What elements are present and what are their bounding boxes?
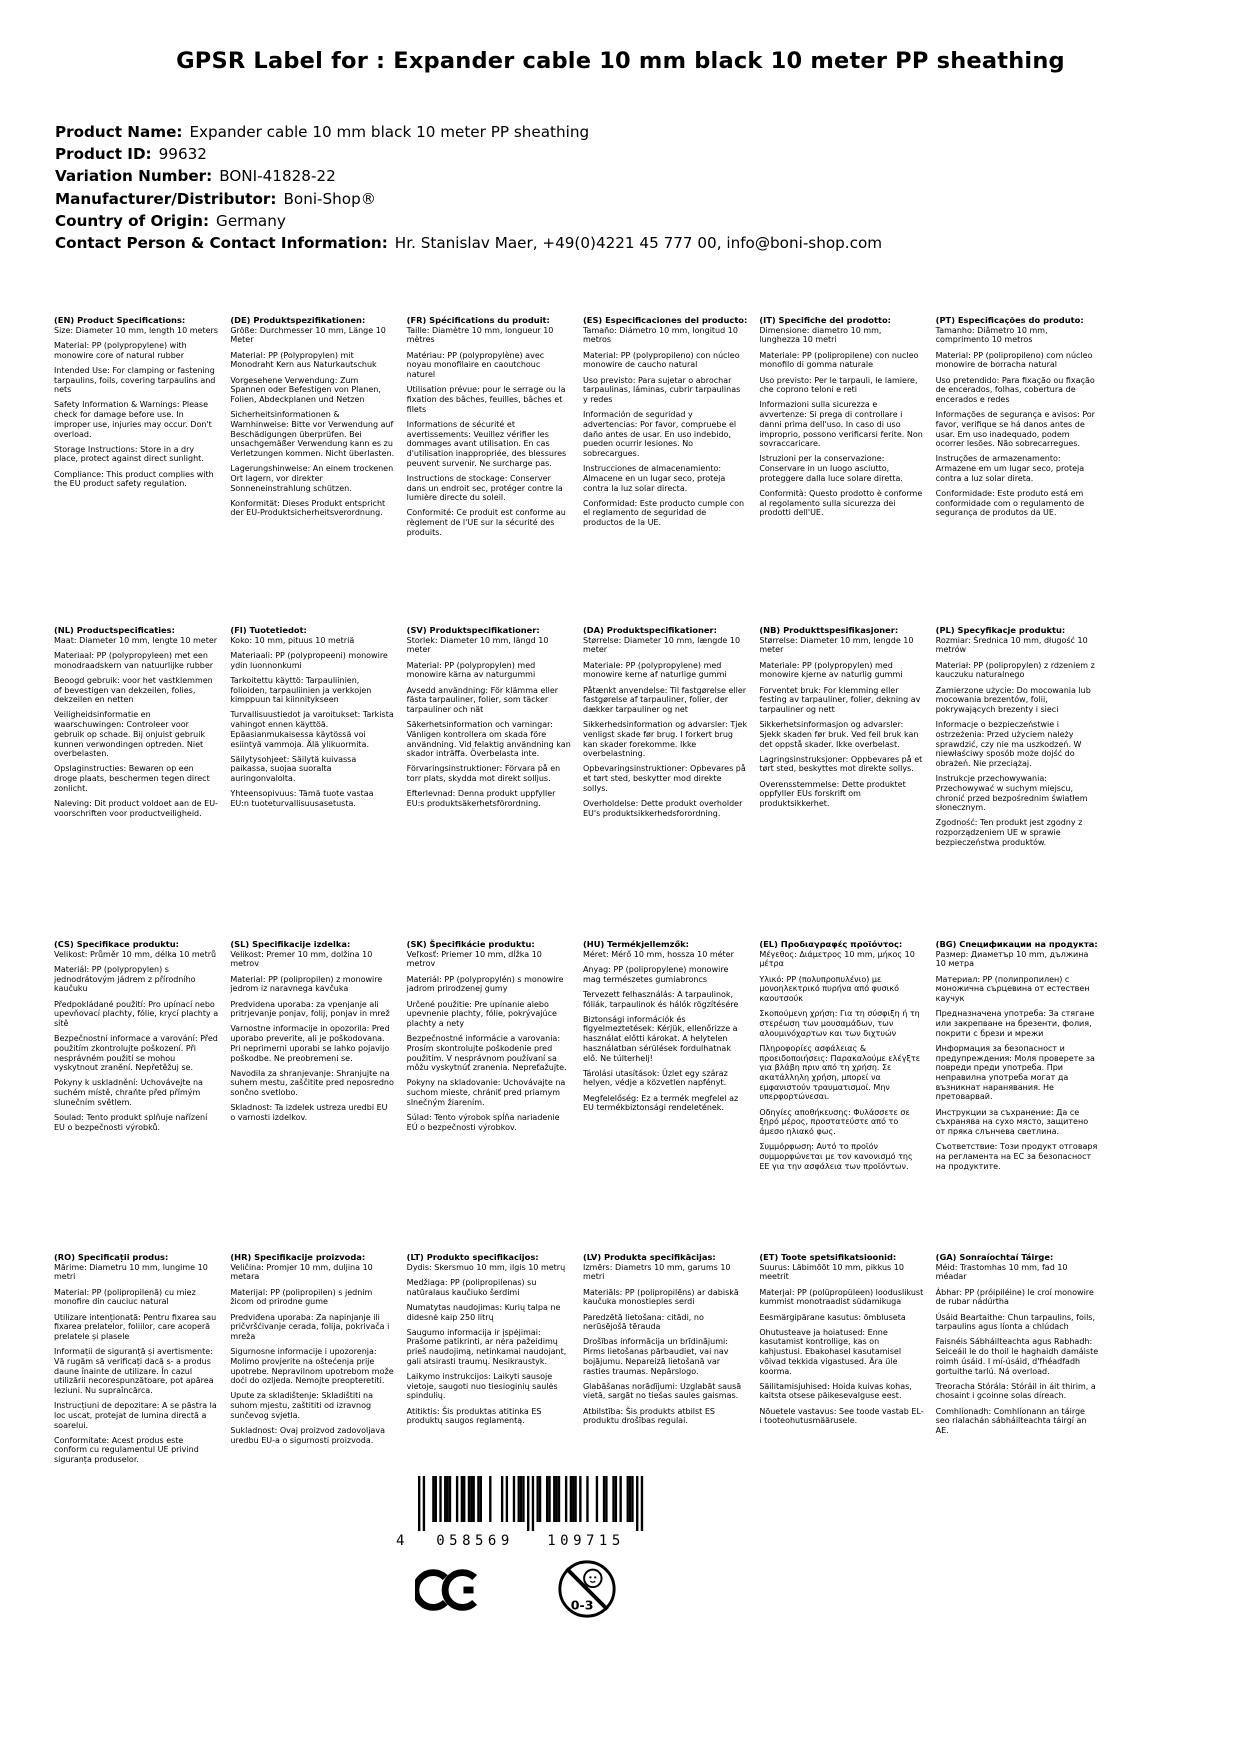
- lang-section: Materiaal: PP (polypropyleen) met een monodraadskern van natuurlijke rubber: [54, 650, 214, 670]
- lang-section: Uso previsto: Per le tarpauli, le lamiere, che coprono teloni e reti: [759, 375, 918, 395]
- product-info-label: Product ID:: [55, 145, 152, 164]
- lang-section: Mărime: Diametru 10 mm, lungime 10 metri: [54, 1262, 208, 1282]
- lang-title: (NB) Produkttspesifikasjoner:: [759, 625, 899, 635]
- lang-block-de: [230, 316, 394, 626]
- lang-section: Medžiaga: PP (polipropilenas) su natūralaus kaučiuko šerdimi: [406, 1277, 537, 1297]
- lang-section: Efterlevnad: Denna produkt uppfyller EU:s produktsäkerhetsförordning.: [406, 789, 556, 809]
- product-info-label: Contact Person & Contact Information:: [55, 234, 388, 253]
- lang-block-sv: [407, 626, 571, 940]
- lang-title: (HU) Termékjellemzők:: [582, 939, 690, 949]
- lang-section: Συμμόρφωση: Αυτό το προϊόν συμμορφώνεται με τον κανονισμό της ΕΕ για την ασφάλεια των προϊόντων.: [759, 1142, 913, 1171]
- lang-section: Utilisation prévue: pour le serrage ou la fixation des bâches, feuilles, bâches et filets: [406, 385, 566, 414]
- lang-section: Beoogd gebruik: voor het vastklemmen of bevestigen van dekzeilen, folies, dekzeilen en netten: [54, 675, 213, 705]
- age-warning-label: 0-3: [570, 1597, 594, 1613]
- lang-section: Størrelse: Diameter 10 mm, lengde 10 meter: [759, 635, 914, 655]
- lang-block-et: [759, 1253, 923, 1470]
- lang-section: Atbilstība: Šis produkts atbilst ES produktu drošības regulai.: [582, 1406, 715, 1426]
- product-info-line: [55, 188, 882, 210]
- lang-section: Υλικό: PP (πολυπροπυλένιο) με μονοηλεκτρικό πυρήνα από φυσικό καουτσούκ: [759, 974, 899, 1004]
- lang-section: Numatytas naudojimas: Kurių talpa ne didesnė kaip 250 litrų: [406, 1302, 561, 1322]
- product-info-value: 99632: [158, 145, 207, 164]
- lang-section: Suurus: Läbimõõt 10 mm, pikkus 10 meetrit: [759, 1262, 904, 1282]
- lang-section: Koko: 10 mm, pituus 10 metriä: [230, 635, 355, 645]
- lang-title: (ET) Toote spetsifikatsioonid:: [759, 1252, 897, 1262]
- lang-section: Safety Information & Warnings: Please check for damage before use. In improper use, injuries may occur. Don't overload.: [54, 400, 212, 439]
- lang-title: (EL) Προδιαγραφές προϊόντος:: [759, 939, 903, 949]
- product-info-label: Variation Number:: [55, 167, 213, 186]
- lang-title: (GA) Sonraíochtaí Táirge:: [935, 1252, 1054, 1262]
- lang-section: Skladnost: Ta izdelek ustreza uredbi EU o varnosti izdelkov.: [230, 1103, 388, 1123]
- lang-section: Tárolási utasítások: Üzlet egy száraz helyen, védje a közvetlen napfényt.: [582, 1068, 728, 1088]
- lang-section: Material: PP (polypropylen) med monowire kärna av naturgummi: [406, 660, 536, 680]
- product-info-label: Country of Origin:: [55, 211, 210, 230]
- lang-section: Conformidade: Este produto está em conformidade com o regulamento de segurança de produtos da UE.: [935, 489, 1085, 518]
- lang-section: Izmērs: Diametrs 10 mm, garums 10 metri: [582, 1262, 731, 1282]
- lang-section: Veiligheidsinformatie en waarschuwingen: Controleer voor gebruik op schade. Bij onjuist gebruik kunnen verwondingen optreden. Niet overbelasten.: [54, 710, 206, 759]
- lang-section: Atitiktis: Šis produktas atitinka ES produktų saugos reglamentą.: [406, 1406, 542, 1426]
- product-info-line: [55, 210, 882, 232]
- lang-section: Varnostne informacije in opozorila: Pred uporabo preverite, ali je poškodovana. Pri neprimerni uporabi se lahko pojavijo poškodbe. Ne preobremeni se.: [230, 1024, 390, 1063]
- lang-title: (DE) Produktspezifikationen:: [230, 315, 366, 325]
- lang-section: Material: PP (polipropilen) z monowire jedrom iz naravnega kavčuka: [230, 974, 383, 994]
- lang-section: Påtænkt anvendelse: Til fastgørelse eller fastgørelse af tarpauliner, folier, der dækker tarpauliner og net: [582, 685, 747, 714]
- product-info-line: [55, 143, 882, 165]
- lang-section: Velikost: Průměr 10 mm, délka 10 metrů: [54, 949, 217, 959]
- lang-section: Materjal: PP (polüpropüleen) looduslikust kummist monotraadist südamikuga: [759, 1287, 924, 1307]
- lang-section: Anyag: PP (polipropylene) monowire mag természetes gumiabroncs: [582, 964, 729, 984]
- lang-title: (EN) Product Specifications:: [54, 315, 186, 325]
- lang-section: Upute za skladištenje: Skladištiti na suhom mjestu, zaštititi od izravnog sunčevog svjetla.: [230, 1391, 374, 1420]
- lang-section: Zamierzone użycie: Do mocowania lub mocowania brezentów, folii, pokrywających brezenty i sieci: [935, 685, 1091, 714]
- lang-section: Treoracha Stórála: Stóráil in áit thirim, a chosaint i gcoinne solas díreach.: [935, 1381, 1096, 1401]
- lang-section: Opslaginstructies: Bewaren op een droge plaats, beschermen tegen direct zonlicht.: [54, 764, 210, 793]
- lang-title: (SK) Špecifikácie produktu:: [406, 939, 535, 949]
- lang-block-lv: [583, 1253, 747, 1470]
- lang-title: (ES) Especificaciones del producto:: [582, 315, 748, 325]
- lang-block-es: [583, 316, 747, 626]
- lang-section: Laikymo instrukcijos: Laikyti sausoje vietoje, saugoti nuo tiesioginių saulės spindulių.: [406, 1372, 558, 1401]
- lang-block-da: [583, 626, 747, 940]
- lang-section: Vorgesehene Verwendung: Zum Spannen oder Befestigen von Planen, Folien, Abdeckplanen und Netzen: [230, 375, 381, 404]
- lang-section: Veličina: Promjer 10 mm, duljina 10 metara: [230, 1262, 373, 1282]
- lang-title: (LT) Produkto specifikacijos:: [406, 1252, 539, 1262]
- lang-block-bg: [936, 940, 1100, 1253]
- product-info-value: Expander cable 10 mm black 10 meter PP sheathing: [189, 123, 590, 141]
- lang-section: Matériau: PP (polypropylène) avec noyau monofilaire en caoutchouc naturel: [406, 350, 545, 380]
- lang-section: Predviđena uporaba: Za napinjanje ili pričvršćivanje cerada, folija, pokrivača i mreža: [230, 1312, 390, 1341]
- lang-section: Size: Diameter 10 mm, length 10 meters: [54, 325, 218, 335]
- lang-section: Compliance: This product complies with the EU product safety regulation.: [54, 469, 214, 489]
- lang-block-nl: [54, 626, 218, 940]
- lang-title: (IT) Specifiche del prodotto:: [759, 315, 891, 325]
- lang-section: Instrucciones de almacenamiento: Almacene en un lugar seco, proteja contra la luz solar directa.: [582, 464, 726, 493]
- lang-title: (SL) Specifikacije izdelka:: [230, 939, 351, 949]
- lang-title: (FR) Spécifications du produit:: [406, 315, 550, 325]
- barcode-digits-left: 058569: [436, 1533, 514, 1549]
- lang-section: Instruções de armazenamento: Armazene em um lugar seco, proteja contra a luz solar direta.: [935, 454, 1085, 483]
- lang-block-nb: [759, 626, 923, 940]
- lang-title: (BG) Спецификации на продукта:: [935, 939, 1098, 949]
- lang-section: Материал: PP (полипропилен) с моножична сърцевина от естествен каучук: [935, 974, 1090, 1004]
- lang-section: Ábhar: PP (próipiléine) le croí monowire de rubar nádúrtha: [935, 1287, 1094, 1307]
- lang-section: Yhteensopivuus: Tämä tuote vastaa EU:n tuoteturvallisuusasetusta.: [230, 789, 374, 809]
- lang-title: (FI) Tuotetiedot:: [230, 625, 307, 635]
- lang-block-cs: [54, 940, 218, 1253]
- lang-section: Conformidad: Este producto cumple con el reglamento de seguridad de productos de la UE.: [582, 498, 745, 528]
- lang-section: Instrucțiuni de depozitare: A se păstra la loc uscat, protejat de lumina directă a soarelui.: [54, 1401, 217, 1430]
- lang-block-hu: [583, 940, 747, 1253]
- lang-section: Maat: Diameter 10 mm, lengte 10 meter: [54, 635, 218, 645]
- lang-section: Určené použitie: Pre upínanie alebo upevnenie plachty, fólie, pokrývajúce plachty a nety: [406, 999, 557, 1028]
- lang-section: Faisnéis Sábháilteachta agus Rabhadh: Seiceáil le do thoil le haghaidh damáiste roimh úsáid. I mí-úsáid, d'fhéadfadh gortuithe tarlú. Ná overload.: [935, 1337, 1099, 1376]
- lang-section: Dydis: Skersmuo 10 mm, ilgis 10 metrų: [406, 1262, 566, 1272]
- lang-section: Materiál: PP (polypropylen) s jednodrátovým jádrem z přírodního kaučuku: [54, 964, 196, 994]
- lang-title: (NL) Productspecificaties:: [54, 625, 175, 635]
- lang-block-pl: [936, 626, 1100, 940]
- lang-section: Ohutusteave ja hoiatused: Enne kasutamist kontrollige, kas on kahjustusi. Ebakohasel kasutamisel võivad tekkida vigastused. Ära üle koorma.: [759, 1327, 902, 1376]
- lang-section: Conformité: Ce produit est conforme au règlement de l'UE sur la sécurité des produits.: [406, 508, 566, 537]
- lang-section: Material: PP (polypropylene) with monowire core of natural rubber: [54, 340, 187, 360]
- lang-section: Zgodność: Ten produkt jest zgodny z rozporządzeniem UE w sprawie bezpieczeństwa produktów.: [935, 818, 1083, 847]
- lang-section: Información de seguridad y advertencias: Por favor, compruebe el daño antes de usar. En uso indebido, pueden ocurrir lesiones. No sobrecargues.: [582, 410, 737, 458]
- lang-title: (DA) Produktspecifikationer:: [582, 625, 717, 635]
- lang-section: Förvaringsinstruktioner: Förvara på en torr plats, skydda mot direkt solljus.: [406, 764, 561, 784]
- lang-block-ga: [936, 1253, 1100, 1470]
- lang-section: Предназначена употреба: За стягане или закрепване на брезенти, фолия, покрити с брези и мрежи: [935, 1009, 1095, 1038]
- lang-section: Materiale: PP (polypropylene) med monowire kerne af naturlige gummi: [582, 660, 727, 680]
- lang-section: Méid: Trastomhas 10 mm, fad 10 méadar: [935, 1262, 1068, 1282]
- lang-section: Sikkerhetsinformasjon og advarsler: Sjekk skaden før bruk. Ved feil bruk kan det oppstå skader. Ikke overbelast.: [759, 720, 919, 749]
- lang-section: Turvallisuustiedot ja varoitukset: Tarkista vahingot ennen käyttöä. Epäasianmukaisessa käytössä voi esiintyä vammoja. Älä ylikuormita.: [230, 710, 394, 749]
- lang-section: Informazioni sulla sicurezza e avvertenze: Si prega di controllare i danni prima dell'uso. In caso di uso improprio, possono verificarsi ferite. Non sovraccaricare.: [759, 400, 923, 449]
- lang-section: Tarkoitettu käyttö: Tarpauliinien, folioiden, tarpauliinien ja verkkojen kimppuun tai kiinnitykseen: [230, 675, 372, 705]
- lang-section: Drošības informācija un brīdinājumi: Pirms lietošanas pārbaudiet, vai nav bojājumu. Nepareizā lietošanā var rasties traumas. Nepārslogo.: [582, 1337, 729, 1376]
- lang-block-en: [54, 316, 218, 626]
- product-info-value: Hr. Stanislav Maer, +49(0)4221 45 777 00, info@boni-shop.com: [394, 234, 883, 253]
- lang-section: Nõuetele vastavus: See toode vastab EL-i tooteohutusmäärusele.: [759, 1406, 924, 1426]
- lang-section: Opbevaringsinstruktioner: Opbevares på et tørt sted, beskytter mod direkte sollys.: [582, 764, 746, 793]
- lang-section: Инструкции за съхранение: Да се съхранява на сухо място, защитено от пряка слънчева светлина.: [935, 1107, 1089, 1136]
- lang-section: Comhlíonadh: Comhlíonann an táirge seo rialachán sábháilteachta táirgí an AE.: [935, 1406, 1087, 1436]
- lang-section: Sigurnosne informacije i upozorenja: Molimo provjerite na oštećenja prije upotrebe. Nepravilnom upotrebom može doći do ozljeda. Nemojte preopteretiti.: [230, 1347, 394, 1386]
- lang-section: Conformitate: Acest produs este conform cu regulamentul UE privind siguranța produselor.: [54, 1435, 199, 1465]
- lang-section: Lagringsinstruksjoner: Oppbevares på et tørt sted, beskyttes mot direkte sollys.: [759, 754, 923, 774]
- lang-section: Instructions de stockage: Conserver dans un endroit sec, protéger contre la lumière directe du soleil.: [406, 473, 563, 503]
- lang-section: Předpokládané použití: Pro upínací nebo upevňovací plachty, fólie, krycí plachty a sítě: [54, 999, 219, 1028]
- lang-section: Informações de segurança e avisos: Por favor, verifique se há danos antes de usar. Em uso inadequado, podem ocorrer lesões. Não sobrecarregues.: [935, 410, 1095, 449]
- product-info-value: Boni-Shop®: [283, 189, 376, 208]
- lang-section: Overensstemmelse: Dette produktet oppfyller EUs forskrift om produktsikkerhet.: [759, 779, 906, 809]
- product-info: [55, 121, 882, 254]
- lang-section: Soulad: Tento produkt splňuje nařízení EU o bezpečnosti výrobků.: [54, 1113, 208, 1132]
- lang-section: Säilitamisjuhised: Hoida kuivas kohas, kaitsta otsese päikesevalguse eest.: [759, 1381, 912, 1401]
- lang-section: Съответствие: Този продукт отговаря на регламента на ЕС за безопасност на продуктите.: [935, 1142, 1098, 1171]
- lang-section: Dimensione: diametro 10 mm, lunghezza 10 metri: [759, 325, 882, 345]
- lang-section: Avsedd användning: För klämma eller fästa tarpauliner, folier, som täcker tarpauliner och nät: [406, 685, 559, 714]
- lang-section: Tamanho: Diâmetro 10 mm, comprimento 10 metros: [935, 325, 1048, 345]
- lang-section: Navodila za shranjevanje: Shranjujte na suhem mestu, zaščitite pred neposredno sončno svetlobo.: [230, 1068, 394, 1098]
- lang-section: Overholdelse: Dette produkt overholder EU's produktsikkerhedsforordning.: [582, 799, 743, 818]
- barcode-digits-right: 109715: [547, 1533, 625, 1549]
- lang-section: Biztonsági információk és figyelmeztetések: Kérjük, ellenőrizze a használat előtti károkat. A helytelen használatban sérülések fordulhatnak elő. Ne túlterhelj!: [582, 1014, 738, 1063]
- lang-section: Sicherheitsinformationen & Warnhinweise: Bitte vor Verwendung auf Beschädigungen überprüfen. Bei unsachgemäßer Verwendung kann es zu Verletzungen kommen. Nicht überlasten.: [230, 410, 395, 458]
- lang-block-hr: [230, 1253, 394, 1470]
- lang-section: Glabāšanas norādījumi: Uzglabāt sausā vietā, sargāt no tiešas saules gaismas.: [582, 1381, 742, 1401]
- lang-section: Taille: Diamètre 10 mm, longueur 10 mètres: [406, 325, 554, 345]
- lang-block-fr: [407, 316, 571, 626]
- product-info-line: [55, 121, 882, 143]
- lang-section: Méret: Mérő 10 mm, hossza 10 méter: [582, 949, 734, 959]
- language-grid: [54, 316, 1100, 1470]
- lang-title: (PL) Specyfikacje produktu:: [935, 625, 1066, 635]
- lang-section: Tervezett felhasználás: A tarpaulinok, fóliák, tarpaulinok és hálók rögzítésére: [582, 989, 739, 1009]
- lang-title: (RO) Specificații produs:: [54, 1252, 169, 1262]
- lang-section: Instrukcje przechowywania: Przechowywać w suchym miejscu, chronić przed bezpośrednim światłem słonecznym.: [935, 774, 1088, 813]
- lang-section: Størrelse: Diameter 10 mm, længde 10 meter: [582, 635, 741, 655]
- age-warning-icon: [556, 1558, 618, 1620]
- lang-section: Predvidena uporaba: za vpenjanje ali pritrjevanje ponjav, folij, ponjav in mrež: [230, 999, 390, 1019]
- lang-section: Materiale: PP (polipropilene) con nucleo monofilo di gomma naturale: [759, 350, 919, 370]
- lang-block-ro: [54, 1253, 218, 1470]
- lang-block-sl: [230, 940, 394, 1253]
- lang-section: Conformità: Questo prodotto è conforme al regolamento sulla sicurezza dei prodotti dell'UE.: [759, 489, 923, 518]
- lang-section: Размер: Диаметър 10 mm, дължина 10 метра: [935, 949, 1089, 969]
- lang-section: Storlek: Diameter 10 mm, längd 10 meter: [406, 635, 549, 655]
- lang-section: Sikkerhedsinformation og advarsler: Tjek venligst skade før brug. I forkert brug kan skader forekomme. Ikke overbelastning.: [582, 720, 748, 759]
- barcode-digit-first: 4: [396, 1533, 405, 1549]
- lang-title: (CS) Specifikace produktu:: [54, 939, 179, 949]
- lang-section: Storage Instructions: Store in a dry place, protect against direct sunlight.: [54, 444, 204, 464]
- lang-section: Intended Use: For clamping or fastening tarpaulins, foils, covering tarpaulins and nets: [54, 365, 216, 395]
- barcode: [388, 1476, 644, 1554]
- lang-section: Informații de siguranță și avertismente: Vă rugăm să verificați dacă s- a produs daune înainte de utilizare. În cazul utilizării necorespunzătoare, pot apărea leziuni. Nu supraîncărca.: [54, 1347, 214, 1395]
- product-info-label: Product Name:: [55, 123, 183, 141]
- product-info-value: BONI-41828-22: [219, 167, 336, 186]
- lang-block-fi: [230, 626, 394, 940]
- lang-section: Materiał: PP (polipropylen) z rdzeniem z kauczuku naturalnego: [935, 660, 1095, 680]
- lang-title: (PT) Especificações do produto:: [935, 315, 1084, 325]
- lang-section: Lagerungshinweise: An einem trockenen Ort lagern, vor direkter Sonneneinstrahlung schützen.: [230, 464, 394, 493]
- lang-title: (SV) Produktspecifikationer:: [406, 625, 540, 635]
- lang-section: Informations de sécurité et avertissements: Veuillez vérifier les dommages avant utilisation. En cas d'utilisation inappropriée, des blessures peuvent survenir. Ne surcharge pas.: [406, 419, 567, 468]
- lang-section: Veľkosť: Priemer 10 mm, dĺžka 10 metrov: [406, 949, 542, 969]
- lang-section: Größe: Durchmesser 10 mm, Länge 10 Meter: [230, 325, 386, 345]
- lang-section: Πληροφορίες ασφάλειας & προειδοποιήσεις: Παρακαλούμε ελέγξτε για βλάβη πριν από τη χρήση. Σε ακατάλληλη χρήση, μπορεί να εμφανιστούν τραυματισμοί. Μην υπερφορτώνεσαι.: [759, 1043, 921, 1102]
- lang-section: Σκοπούμενη χρήση: Για τη σύσφιξη ή τη στερέωση των μουσαμάδων, των αλουμινόχαρτων και των διχτυών: [759, 1009, 920, 1038]
- lang-section: Информация за безопасност и предупреждения: Моля проверете за повреди преди употреба. При неправилна употреба могат да възникнат наранявания. Не претоварвай.: [935, 1043, 1095, 1102]
- lang-title: (HR) Specifikacije proizvoda:: [230, 1252, 366, 1262]
- lang-section: Bezpečnostní informace a varování: Před použitím zkontrolujte poškození. Při nesprávném použití se mohou vyskytnout zranění. Nepřetěžuj se.: [54, 1034, 218, 1073]
- lang-section: Velikost: Premer 10 mm, dolžina 10 metrov: [230, 949, 373, 969]
- lang-section: Tamaño: Diámetro 10 mm, longitud 10 metros: [582, 325, 738, 345]
- lang-block-it: [759, 316, 923, 626]
- lang-section: Paredzētā lietošana: citādi, no nerūsējošā tērauda: [582, 1312, 704, 1332]
- lang-section: Säilytysohjeet: Säilytä kuivassa paikassa, suojaa suoralta auringonvalolta.: [230, 754, 357, 784]
- lang-section: Bezpečnostné informácie a varovania: Prosím skontrolujte poškodenie pred použitím. V nesprávnom používaní sa môžu vyskytnúť zranenia. Nepreťažujte.: [406, 1034, 567, 1073]
- lang-block-el: [759, 940, 923, 1253]
- lang-section: Material: PP (Polypropylen) mit Monodraht Kern aus Naturkautschuk: [230, 350, 377, 370]
- product-info-line: [55, 232, 882, 254]
- lang-block-lt: [407, 1253, 571, 1470]
- lang-section: Pokyny na skladovanie: Uchovávajte na suchom mieste, chrániť pred priamym slnečným žiarením.: [406, 1078, 566, 1107]
- lang-section: Súlad: Tento výrobok spĺňa nariadenie EÚ o bezpečnosti výrobkov.: [406, 1113, 560, 1132]
- lang-section: Naleving: Dit product voldoet aan de EU-voorschriften voor productveiligheid.: [54, 799, 218, 818]
- lang-section: Materiál: PP (polypropylén) s monowire jadrom prirodzenej gumy: [406, 974, 564, 994]
- lang-section: Materijal: PP (polipropilen) s jednim žicom od prirodne gume: [230, 1287, 373, 1307]
- barcode-icon: [388, 1476, 644, 1532]
- lang-section: Material: PP (polipropilenă) cu miez monofire din cauciuc natural: [54, 1287, 196, 1307]
- product-info-line: [55, 165, 882, 187]
- lang-section: Uso previsto: Para sujetar o abrochar tarpaulinas, láminas, cubrir tarpaulinas y redes: [582, 375, 741, 404]
- lang-section: Forventet bruk: For klemming eller festing av tarpauliner, folier, dekning av tarpauliner og nett: [759, 685, 921, 714]
- lang-section: Sukladnost: Ovaj proizvod zadovoljava uredbu EU-a o sigurnosti proizvoda.: [230, 1426, 385, 1445]
- ce-mark-icon: [415, 1568, 479, 1612]
- lang-section: Informacje o bezpieczeństwie i ostrzeżenia: Przed użyciem należy sprawdzić, czy nie ma uszkodzeń. W niewłaściwy sposób może dojść do obrażeń. Nie przeciążaj.: [935, 720, 1082, 768]
- lang-section: Konformität: Dieses Produkt entspricht der EU-Produktsicherheitsverordnung.: [230, 498, 386, 518]
- lang-section: Úsáid Beartaithe: Chun tarpaulins, foils, tarpaulins agus líonta a chlúdach: [935, 1312, 1096, 1332]
- lang-block-pt: [936, 316, 1100, 626]
- lang-section: Eesmärgipärane kasutus: õmbluseta: [759, 1312, 906, 1322]
- lang-section: Οδηγίες αποθήκευσης: Φυλάσσετε σε ξηρό μέρος, προστατεύστε από το άμεσο ηλιακό φως.: [759, 1107, 910, 1136]
- lang-section: Material: PP (polypropileno) con núcleo monowire de caucho natural: [582, 350, 740, 370]
- lang-section: Materiaali: PP (polypropeeni) monowire ydin luonnonkumi: [230, 650, 388, 670]
- page-title: GPSR Label for : Expander cable 10 mm black 10 meter PP sheathing: [176, 48, 1065, 74]
- lang-section: Istruzioni per la conservazione: Conservare in un luogo asciutto, proteggere dalla luce solare diretta.: [759, 454, 903, 483]
- lang-section: Material: PP (polipropileno) com núcleo monowire de borracha natural: [935, 350, 1093, 370]
- lang-section: Materiāls: PP (polipropilēns) ar dabiskā kaučuka monostieples serdi: [582, 1287, 739, 1307]
- lang-section: Pokyny k uskladnění: Uchovávejte na suchém místě, chraňte před přímým slunečním světlem.: [54, 1078, 203, 1107]
- lang-section: Rozmiar: Średnica 10 mm, długość 10 metrów: [935, 635, 1088, 655]
- lang-section: Säkerhetsinformation och varningar: Vänligen kontrollera om skada före användning. Vid felaktig användning kan skador inträffa. Överbelasta inte.: [406, 720, 571, 759]
- lang-block-sk: [407, 940, 571, 1253]
- product-info-label: Manufacturer/Distributor:: [55, 189, 277, 208]
- lang-section: Saugumo informacija ir įspėjimai: Prašome patikrinti, ar nėra pažeidimų prieš naudojimą, netinkamai naudojant, gali atsirasti traumų. Nesikraustyk.: [406, 1327, 567, 1366]
- lang-section: Uso pretendido: Para fixação ou fixação de encerados, folhas, cobertura de encerados e redes: [935, 375, 1095, 404]
- lang-section: Materiale: PP (polypropylen) med monowire kjerne av naturlig gummi: [759, 660, 903, 680]
- product-info-value: Germany: [216, 211, 286, 230]
- lang-section: Μέγεθος: Διάμετρος 10 mm, μήκος 10 μέτρα: [759, 949, 915, 969]
- lang-section: Utilizare intenționată: Pentru fixarea sau fixarea prelatelor, foliilor, care acoperă prelatele și plasele: [54, 1312, 217, 1341]
- lang-section: Megfelelőség: Ez a termék megfelel az EU termékbiztonsági rendeletének.: [582, 1093, 739, 1113]
- lang-title: (LV) Produkta specifikācijas:: [582, 1252, 716, 1262]
